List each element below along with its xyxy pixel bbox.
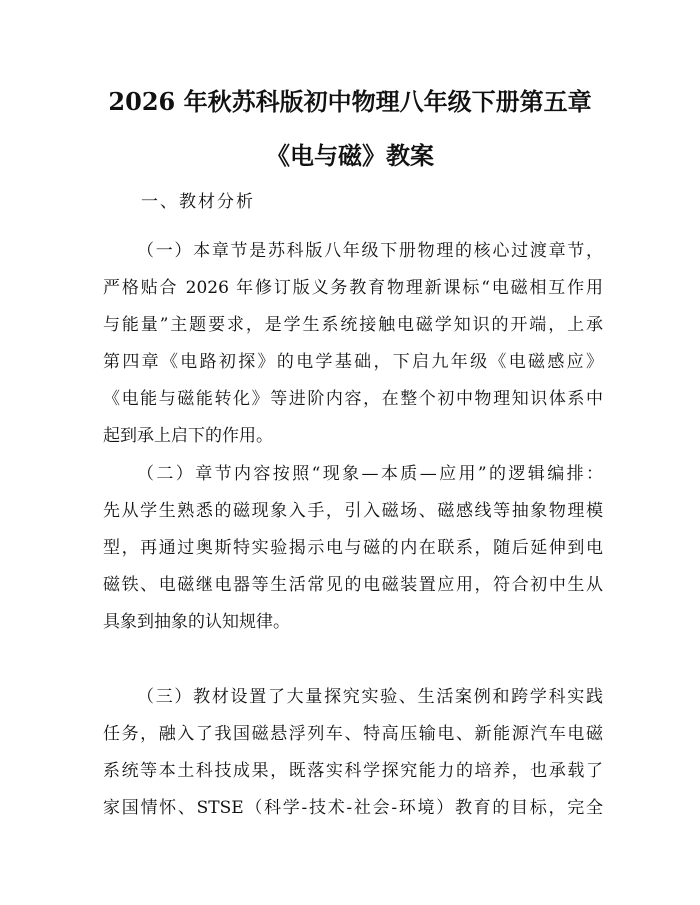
section-heading: 一、教材分析: [141, 192, 255, 212]
paragraph-line: 型，再通过奥斯特实验揭示电与磁的内在联系，随后延伸到电: [103, 538, 603, 558]
paragraph-line: 起到承上启下的作用。: [103, 426, 273, 446]
paragraph-2: [103, 456, 603, 641]
document-title-line-1: 2026 年秋苏科版初中物理八年级下册第五章: [108, 87, 592, 116]
paragraph-line: （一）本章节是苏科版八年级下册物理的核心过渡章节，: [137, 241, 603, 261]
paragraph-line: 家国情怀、STSE（科学-技术-社会-环境）教育的目标，完全: [103, 798, 603, 818]
paragraph-line: 磁铁、电磁继电器等生活常见的电磁装置应用，符合初中生从: [103, 575, 603, 595]
paragraph-line: 严格贴合 2026 年修订版义务教育物理新课标“电磁相互作用: [103, 278, 603, 298]
paragraph-line: 先从学生熟悉的磁现象入手，引入磁场、磁感线等抽象物理模: [103, 501, 603, 521]
paragraph-line: 第四章《电路初探》的电学基础，下启九年级《电磁感应》: [103, 352, 603, 372]
paragraph-line: 《电能与磁能转化》等进阶内容，在整个初中物理知识体系中: [103, 389, 603, 409]
paragraph-line: （二）章节内容按照“现象—本质—应用”的逻辑编排：: [137, 464, 603, 484]
paragraph-line: （三）教材设置了大量探究实验、生活案例和跨学科实践: [137, 687, 603, 707]
document-title-line-2: 《电与磁》教案: [266, 141, 434, 170]
paragraph-1: [103, 233, 603, 455]
paragraph-3: [103, 679, 603, 827]
paragraph-line: 任务，融入了我国磁悬浮列车、特高压输电、新能源汽车电磁: [103, 724, 603, 744]
paragraph-line: 系统等本土科技成果，既落实科学探究能力的培养，也承载了: [103, 761, 603, 781]
paragraph-line: 与能量”主题要求，是学生系统接触电磁学知识的开端，上承: [103, 315, 603, 335]
paragraph-line: 具象到抽象的认知规律。: [103, 612, 290, 632]
